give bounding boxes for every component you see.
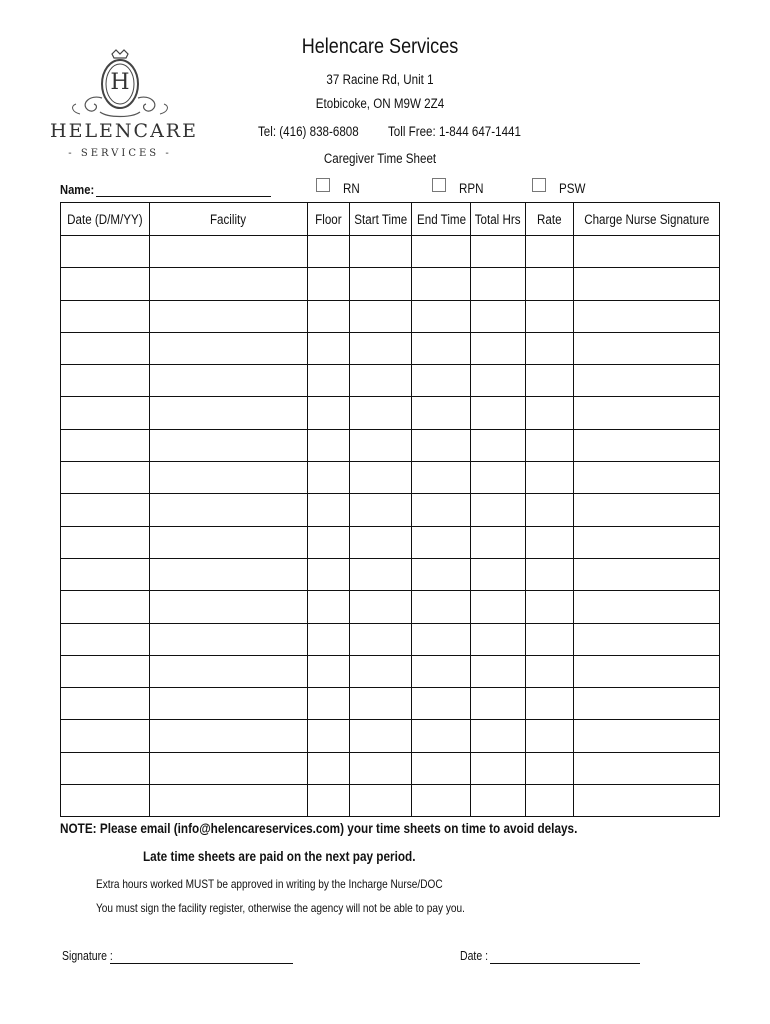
cell-facility[interactable]	[149, 526, 307, 558]
cell-end-time[interactable]	[412, 332, 471, 364]
cell-start-time[interactable]	[349, 655, 412, 687]
cell-end-time[interactable]	[412, 236, 471, 268]
note-extra-hours: Extra hours worked MUST be approved in writing by the Incharge Nurse/DOC	[96, 877, 443, 891]
table-row	[61, 591, 720, 623]
cell-end-time[interactable]	[412, 429, 471, 461]
rn-checkbox[interactable]	[316, 178, 330, 192]
cell-date[interactable]	[61, 752, 150, 784]
note-email: NOTE: Please email (info@helencareservices.com) your time sheets on time to avoid delays.	[60, 820, 578, 836]
cell-floor[interactable]	[307, 300, 349, 332]
cell-signature[interactable]	[573, 268, 720, 300]
table-row	[61, 688, 720, 720]
cell-date[interactable]	[61, 591, 150, 623]
cell-signature[interactable]	[573, 688, 720, 720]
cell-start-time[interactable]	[349, 300, 412, 332]
cell-total-hrs[interactable]	[471, 300, 525, 332]
cell-start-time[interactable]	[349, 720, 412, 752]
cell-floor[interactable]	[307, 494, 349, 526]
cell-facility[interactable]	[149, 591, 307, 623]
cell-facility[interactable]	[149, 462, 307, 494]
table-row	[61, 655, 720, 687]
psw-label: PSW	[559, 181, 586, 196]
cell-start-time[interactable]	[349, 494, 412, 526]
cell-start-time[interactable]	[349, 558, 412, 590]
cell-end-time[interactable]	[412, 397, 471, 429]
column-header-rate: Rate	[525, 203, 573, 236]
cell-total-hrs[interactable]	[471, 623, 525, 655]
cell-total-hrs[interactable]	[471, 785, 525, 817]
cell-start-time[interactable]	[349, 785, 412, 817]
cell-total-hrs[interactable]	[471, 332, 525, 364]
cell-date[interactable]	[61, 494, 150, 526]
cell-signature[interactable]	[573, 720, 720, 752]
cell-date[interactable]	[61, 526, 150, 558]
cell-start-time[interactable]	[349, 623, 412, 655]
cell-start-time[interactable]	[349, 332, 412, 364]
column-header-total-hrs: Total Hrs	[471, 203, 525, 236]
table-row	[61, 429, 720, 461]
cell-facility[interactable]	[149, 332, 307, 364]
cell-end-time[interactable]	[412, 688, 471, 720]
cell-total-hrs[interactable]	[471, 462, 525, 494]
table-row	[61, 494, 720, 526]
cell-end-time[interactable]	[412, 623, 471, 655]
cell-rate[interactable]	[525, 494, 573, 526]
table-row	[61, 558, 720, 590]
cell-floor[interactable]	[307, 365, 349, 397]
cell-total-hrs[interactable]	[471, 365, 525, 397]
signature-field[interactable]	[110, 963, 293, 964]
cell-start-time[interactable]	[349, 236, 412, 268]
cell-floor[interactable]	[307, 429, 349, 461]
cell-facility[interactable]	[149, 236, 307, 268]
cell-signature[interactable]	[573, 397, 720, 429]
cell-signature[interactable]	[573, 785, 720, 817]
cell-date[interactable]	[61, 462, 150, 494]
cell-facility[interactable]	[149, 365, 307, 397]
rpn-label: RPN	[459, 181, 484, 196]
cell-rate[interactable]	[525, 752, 573, 784]
cell-rate[interactable]	[525, 365, 573, 397]
cell-start-time[interactable]	[349, 688, 412, 720]
cell-date[interactable]	[61, 332, 150, 364]
cell-signature[interactable]	[573, 365, 720, 397]
cell-floor[interactable]	[307, 268, 349, 300]
cell-date[interactable]	[61, 785, 150, 817]
note-facility-register: You must sign the facility register, otherwise the agency will not be able to pay you.	[96, 901, 465, 915]
telephone: Tel: (416) 838-6808	[258, 124, 359, 139]
cell-floor[interactable]	[307, 591, 349, 623]
cell-rate[interactable]	[525, 558, 573, 590]
cell-end-time[interactable]	[412, 720, 471, 752]
table-row	[61, 526, 720, 558]
column-header-end-time: End Time	[412, 203, 471, 236]
cell-signature[interactable]	[573, 300, 720, 332]
cell-total-hrs[interactable]	[471, 397, 525, 429]
cell-rate[interactable]	[525, 268, 573, 300]
cell-date[interactable]	[61, 300, 150, 332]
cell-end-time[interactable]	[412, 365, 471, 397]
cell-end-time[interactable]	[412, 558, 471, 590]
cell-total-hrs[interactable]	[471, 655, 525, 687]
cell-end-time[interactable]	[412, 300, 471, 332]
cell-total-hrs[interactable]	[471, 429, 525, 461]
cell-rate[interactable]	[525, 526, 573, 558]
column-header-start-time: Start Time	[349, 203, 412, 236]
logo-monogram: H	[110, 70, 130, 95]
cell-facility[interactable]	[149, 268, 307, 300]
cell-start-time[interactable]	[349, 462, 412, 494]
cell-total-hrs[interactable]	[471, 526, 525, 558]
cell-rate[interactable]	[525, 236, 573, 268]
date-field[interactable]	[490, 963, 640, 964]
cell-rate[interactable]	[525, 591, 573, 623]
cell-start-time[interactable]	[349, 397, 412, 429]
psw-checkbox[interactable]	[532, 178, 546, 192]
signature-label: Signature :	[62, 949, 113, 963]
column-header-facility: Facility	[149, 203, 307, 236]
cell-date[interactable]	[61, 623, 150, 655]
table-row	[61, 236, 720, 268]
cell-floor[interactable]	[307, 688, 349, 720]
cell-floor[interactable]	[307, 720, 349, 752]
cell-rate[interactable]	[525, 429, 573, 461]
cell-date[interactable]	[61, 365, 150, 397]
cell-date[interactable]	[61, 397, 150, 429]
logo-tagline: - SERVICES -	[68, 148, 172, 159]
cell-facility[interactable]	[149, 655, 307, 687]
table-row	[61, 720, 720, 752]
cell-facility[interactable]	[149, 429, 307, 461]
table-row	[61, 623, 720, 655]
cell-date[interactable]	[61, 720, 150, 752]
table-row	[61, 752, 720, 784]
table-row	[61, 268, 720, 300]
cell-facility[interactable]	[149, 494, 307, 526]
cell-signature[interactable]	[573, 591, 720, 623]
cell-facility[interactable]	[149, 720, 307, 752]
cell-rate[interactable]	[525, 397, 573, 429]
address-line-1: 37 Racine Rd, Unit 1	[326, 72, 434, 87]
company-logo	[50, 48, 198, 168]
cell-floor[interactable]	[307, 623, 349, 655]
cell-facility[interactable]	[149, 752, 307, 784]
cell-start-time[interactable]	[349, 591, 412, 623]
cell-rate[interactable]	[525, 688, 573, 720]
table-row	[61, 785, 720, 817]
cell-end-time[interactable]	[412, 462, 471, 494]
company-name: Helencare Services	[301, 35, 459, 58]
cell-date[interactable]	[61, 688, 150, 720]
name-field[interactable]	[96, 196, 271, 197]
cell-start-time[interactable]	[349, 365, 412, 397]
cell-signature[interactable]	[573, 558, 720, 590]
table-row	[61, 332, 720, 364]
rn-label: RN	[343, 181, 360, 196]
name-label: Name:	[60, 182, 95, 197]
cell-total-hrs[interactable]	[471, 494, 525, 526]
cell-rate[interactable]	[525, 300, 573, 332]
address-line-2: Etobicoke, ON M9W 2Z4	[315, 96, 445, 111]
column-header-signature: Charge Nurse Signature	[573, 203, 720, 236]
cell-rate[interactable]	[525, 332, 573, 364]
cell-date[interactable]	[61, 268, 150, 300]
cell-facility[interactable]	[149, 688, 307, 720]
cell-date[interactable]	[61, 429, 150, 461]
date-label: Date :	[460, 949, 489, 963]
cell-total-hrs[interactable]	[471, 688, 525, 720]
cell-signature[interactable]	[573, 332, 720, 364]
cell-total-hrs[interactable]	[471, 720, 525, 752]
cell-signature[interactable]	[573, 462, 720, 494]
cell-signature[interactable]	[573, 494, 720, 526]
cell-floor[interactable]	[307, 236, 349, 268]
cell-rate[interactable]	[525, 623, 573, 655]
column-header-floor: Floor	[307, 203, 349, 236]
cell-facility[interactable]	[149, 623, 307, 655]
rpn-checkbox[interactable]	[432, 178, 446, 192]
cell-start-time[interactable]	[349, 526, 412, 558]
cell-signature[interactable]	[573, 236, 720, 268]
cell-end-time[interactable]	[412, 655, 471, 687]
cell-floor[interactable]	[307, 752, 349, 784]
cell-signature[interactable]	[573, 429, 720, 461]
table-header-row	[61, 203, 720, 236]
cell-end-time[interactable]	[412, 752, 471, 784]
cell-floor[interactable]	[307, 785, 349, 817]
cell-total-hrs[interactable]	[471, 558, 525, 590]
cell-date[interactable]	[61, 236, 150, 268]
timesheet-table	[60, 202, 720, 817]
cell-rate[interactable]	[525, 720, 573, 752]
cell-date[interactable]	[61, 558, 150, 590]
cell-end-time[interactable]	[412, 785, 471, 817]
cell-floor[interactable]	[307, 462, 349, 494]
table-row	[61, 300, 720, 332]
table-row	[61, 462, 720, 494]
cell-signature[interactable]	[573, 623, 720, 655]
cell-signature[interactable]	[573, 526, 720, 558]
cell-end-time[interactable]	[412, 494, 471, 526]
cell-facility[interactable]	[149, 558, 307, 590]
cell-floor[interactable]	[307, 558, 349, 590]
cell-total-hrs[interactable]	[471, 752, 525, 784]
column-header-date: Date (D/M/YY)	[61, 203, 150, 236]
cell-rate[interactable]	[525, 785, 573, 817]
cell-date[interactable]	[61, 655, 150, 687]
cell-facility[interactable]	[149, 300, 307, 332]
cell-end-time[interactable]	[412, 526, 471, 558]
cell-floor[interactable]	[307, 332, 349, 364]
cell-end-time[interactable]	[412, 268, 471, 300]
cell-start-time[interactable]	[349, 429, 412, 461]
cell-signature[interactable]	[573, 655, 720, 687]
cell-floor[interactable]	[307, 526, 349, 558]
cell-end-time[interactable]	[412, 591, 471, 623]
logo-wordmark: HELENCARE	[50, 120, 198, 142]
cell-facility[interactable]	[149, 785, 307, 817]
cell-rate[interactable]	[525, 655, 573, 687]
cell-total-hrs[interactable]	[471, 236, 525, 268]
table-row	[61, 365, 720, 397]
cell-facility[interactable]	[149, 397, 307, 429]
note-late-sheets: Late time sheets are paid on the next pay period.	[143, 848, 416, 864]
cell-total-hrs[interactable]	[471, 268, 525, 300]
table-row	[61, 397, 720, 429]
form-title: Caregiver Time Sheet	[323, 151, 437, 166]
cell-floor[interactable]	[307, 655, 349, 687]
cell-total-hrs[interactable]	[471, 591, 525, 623]
toll-free-number: Toll Free: 1-844 647-1441	[388, 124, 521, 139]
cell-rate[interactable]	[525, 462, 573, 494]
cell-floor[interactable]	[307, 397, 349, 429]
cell-signature[interactable]	[573, 752, 720, 784]
cell-start-time[interactable]	[349, 268, 412, 300]
cell-start-time[interactable]	[349, 752, 412, 784]
